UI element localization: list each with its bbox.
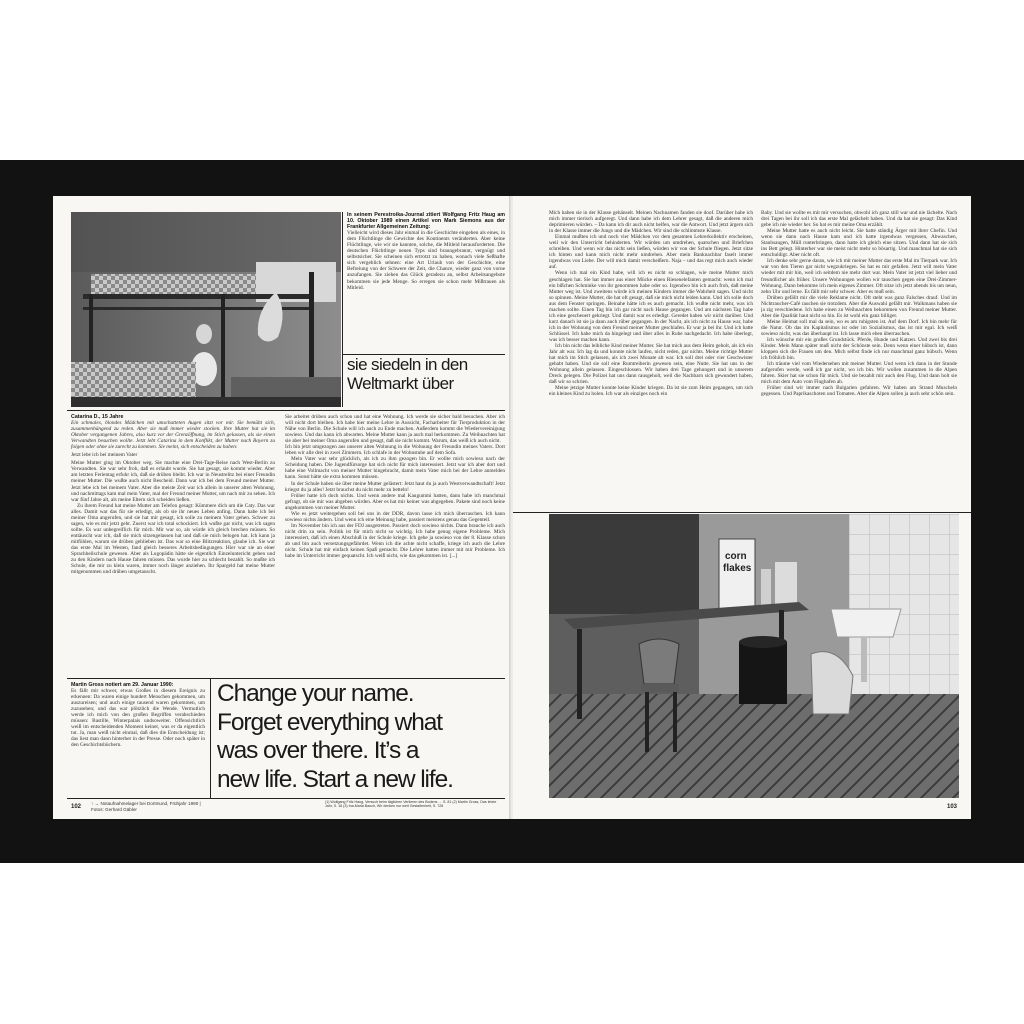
continued-paragraph: Ich träume viel vom Wiedersehen mit meiner Mutter. Und wenn ich dann in der Stunde aufgerufen werde, weiß ich gar nicht, wo ich bin. Wir wollen zusammen in die Alpen fahren. Skier hat sie schon für mich. Und sie bezahlt mir auch den Flug. Und dann holt sie mich mit dem Auto vom Flughafen ab. <box>761 361 957 386</box>
continued-paragraph: Einmal mußten ich und noch vier Mädchen vor dem gesamten Lehrerkollektiv erscheinen, weil wir den Unterricht behinderten. Wir würden um umdrehen, quatschen und Briefchen schreiben. Und wenn wir das nicht sein ließen, würden wir von der Schule fliegen. Jetzt sitze ich hinten und kann mich nicht mehr umdrehen. Aber mein Banknachbar faselt immer irgendwas von Liebe. Der will mich damit verscheißern. Naja – und das regt mich auch wieder auf. <box>549 234 753 271</box>
catarina-paragraph: Ich bin jetzt umgezogen aus unserer alten Wohnung in die Wohnung der Freundin meines Vaters. Dort leben wir alle drei in zwei Zimmern. Ich schlafe in der Wohnstube auf dem Sofa. <box>285 444 505 457</box>
catarina-lead: Jetzt lebe ich bei meinem Vater <box>71 452 138 459</box>
catarina-paragraph: Früher hatte ich doch nichts. Und wenn andere mal Kaugummi hatten, dann habe ich manchmal gefragt, ob sie mir was abgeben würden. Aber es hat mir keiner was abgegeben. Pakete sind noch keine angekommen von meiner Mutter. <box>285 492 505 511</box>
catarina-column-left <box>71 414 275 676</box>
big-headline <box>217 680 507 794</box>
catarina-paragraph: Im November bin ich aus der FDJ ausgetreten. Passiert doch sowieso nichts. Dann brauche ich auch nicht drin zu sein. Politik ist für mich nicht so wichtig. Ich habe genug eigene Probleme. Mich interessiert, daß ich einen Abschluß in der Schule kriege. Ich gehe ja sowieso von der 8. Klasse schon ab und bin auch versetzungsgefährdet. Wenn ich die achte nicht schaffe, kriege ich auch die Lehre nicht. Schule hat mir einfach keinen Spaß gemacht. Die Lehrer hatten immer mit mir Probleme. Ich habe im Unterricht immer gequatscht. Ich weiß nicht, wie das gekommen ist. [...] <box>285 522 505 560</box>
continued-paragraph: Ich bin nicht das leibliche Kind meiner Mutter. Sie hat mich aus dem Heim geholt, als ich ein Jahr alt war. Ich lag da und konnte nicht laufen, nicht reden, gar nichts. Meine richtige Mutter hat mich im Stich gelassen, als ich zwei Monate alt war. Ich soll drei oder vier Geschwister gehabt haben. Und sie soll eine Rumtreiberin gewesen sein, eine Nutte. Sie hat uns in der Wohnung allein gelassen. Eingeschlossen. Wir haben drei Tage gehungert und in unserem Dreck gelegen. Die Polizei hat uns dann rausgeholt, weil die Nachbarn sich gewundert haben, daß wir so schrien. <box>549 343 753 386</box>
continued-paragraph: Meine Mutter hatte es auch nicht leicht. Sie hatte ständig Ärger mit ihrer Chefin. Und wenn sie dann nach Hause kam und ich hatte irgendwas vergessen, Abwaschen, Staubsaugen, Müll runterbringen, dann hatte ich gleich eine sitzen. Und dann hat sie sich ins Bett gelegt. Hinterher war sie meist nicht mehr so bösartig. Und manchmal hat sie sich entschuldigt. Aber nicht oft. <box>761 228 957 259</box>
photo-rule <box>513 512 971 513</box>
photo-caption: ↑ → Notaufnahmelager bei Dortmund, Frühjahr 1990 | Fotos: Gerhard Gäbler <box>91 801 201 812</box>
catarina-paragraph: Sie arbeitet drüben auch schon und hat eine Wohnung. Ich werde sie sicher bald besuchen. Aber ich will nicht dort bleiben. Ich habe hier meine Lehre in Aussicht, Facharbeiter für Tierproduktion in der Nähe von Berlin. Die Schule will ich auch zu Ende machen. Außerdem kommt die Wiedervereinigung sowieso. Und das kann ich abwarten. Meine Mutter kann ja auch mal herkommen. Zu Weihnachten hat sie aber bei meiner Oma angerufen und gesagt, daß sie nicht kommt. Warum, das weiß ich auch nicht. <box>285 414 505 445</box>
martin-divider <box>210 678 211 798</box>
big-headline-line: new life. Start a new life. <box>217 765 453 793</box>
intro-heading: In seinem Perestroika-Journal zitiert Wolfgang Fritz Haug am 10. Oktober 1989 einen Artikel von Mark Siemons aus der Frankfurter Allgemeinen Zeitung: <box>347 212 505 231</box>
continued-paragraph: Drüben gefällt mir die viele Reklame nicht. Oft steht was ganz Falsches drauf. Und im Nichtraucher-Café rauchen sie trotzdem. Aber die Auswahl gefällt mir. Walkmans haben sie ja zig verschiedene. Ich habe einen zu Weihnachten bekommen von Freund meiner Mutter. Aber die Qualität haut nicht so hin. Es ist wohl ein ganz billiger. <box>761 294 957 319</box>
big-headline-line: Forget everything what <box>217 708 443 736</box>
column-divider <box>342 212 343 407</box>
big-headline-line: Change your name. <box>217 680 414 707</box>
page-number-left: 102 <box>71 804 82 810</box>
catarina-column-right <box>285 414 505 676</box>
continued-paragraph: Meine Heimat soll mal da sein, wo es am ruhigsten ist. Auf dem Dorf. Ich bin mehr für die Natur. Ob das im Kapitalismus ist oder im Sozialismus, das ist mir egal. Ich weiß sowieso nicht, was das überhaupt ist. Ich lasse mich eben überraschen. <box>761 318 957 337</box>
catarina-paragraph: Mein Vater war sehr glücklich, als ich zu ihm gezogen bin. Er wollte mich sowieso nach der Scheidung haben. Die Jugendfürsorge hat sich nicht für mich interessiert. Jetzt war ich aber dort und habe eine Vollmacht von meiner Mutter hingebracht, damit mein Vater mich bei der Lehre anmelden kann. Sonst hätte sie extra kommen müssen. <box>285 456 505 481</box>
section-rule-bottom <box>67 678 505 679</box>
continued-paragraph: Baby. Und sie wollte es mit mir versuchen, obwohl ich ganz still war und nie lächelte. Nach drei Tagen bei ihr soll ich das erste Mal gelächelt haben. Und da hat sie gesagt: Das Kind gebe ich nie wieder her. So hat es mir meine Oma erzählt. <box>761 210 957 229</box>
intro-column <box>347 212 505 352</box>
catarina-paragraph: Wie es jetzt weitergehen soll bei uns in der DDR, davon lasse ich mich überraschen. Ich kann sowieso nichts ändern. Und wenn ich eine Meinung habe, passiert meistens genau das Gegenteil. <box>285 510 505 523</box>
continued-column-right <box>761 210 957 508</box>
right-page <box>513 196 971 819</box>
left-page <box>53 196 511 819</box>
continued-column-left <box>549 210 753 508</box>
continued-paragraph: Ich denke sehr gerne daran, wie ich mit meiner Mutter das erste Mal im Tierpark war. Ich war von den Tieren gar nicht wegzukriegen. So hat es mir gefallen. Jetzt will mein Vater wieder mit mir hin, weil ich seitdem nie mehr dort war. Mein Vater ist jetzt viel lieber und freundlicher als früher. Unsere Wohnungen wollen wir tauschen gegen eine Drei-Zimmer-Wohnung. Dann bekomme ich mein eigenes Zimmer. Oft sitze ich jetzt abends bis um neun, zehn Uhr und lerne. Es fällt mir sehr schwer. Aber es muß sein. <box>761 258 957 295</box>
catarina-paragraph: In der Schule haben sie über meine Mutter gelästert: Jetzt haut du ja auch Westverwandtschaft! Jetzt kriegst du ja alles! Jetzt brauchst du nicht mehr zu betteln! <box>285 480 505 493</box>
continued-paragraph: Mich haben sie in der Klasse gehänselt. Meinen Nachnamen fanden sie doof. Darüber habe ich mich immer tierisch aufgeregt. Und dann habe ich dem Lehrer gesagt, daß die anderen mich deprimieren würden. – Da kann ich dir auch nicht helfen, war die Antwort. Und jetzt ärgern sich in der Klasse immer die Jungs und die Mädchen. Wir sind die schlimmste Klasse. <box>549 210 753 235</box>
box-label: flakes <box>723 563 752 574</box>
continued-paragraph: Wenn ich mal ein Kind habe, will ich es nicht so schlagen, wie meine Mutter mich geschlagen hat. Sie hat immer aus einer Mücke einen Riesenelefanten gemacht: wenn ich mal ein bißchen Schminke von ihr genommen habe oder so. Irgendwo bin ich auch froh, daß meine Mutter weg ist. Und zweitens würde ich meinen Kindern immer die Wahrheit sagen. Und nicht so spinnen. Meine Mutter, die hat oft gesagt, daß sie mich nicht leiden kann. Und ich solle doch aus dem Fenster springen. Beinahe hätte ich es auch gemacht. Ich wußte nicht mehr, was ich machen sollte. Einen Tag bin ich gar nicht nach Hause gegangen. Und am nächsten Tag habe ich eine gescheuert gekriegt. Und damit war es erledigt. Geredet haben wir nicht darüber. Und kurz danach ist sie ja dann auch rüber gegangen. In der Nacht, als ich nicht zu Hause war, habe ich in der Wohnung von dem Freund meiner Mutter geschlafen. Er war ja bei ihr. Und ich hatte Schlüssel. Ich habe mich da hingelegt und über alles in Ruhe nachgedacht. Ich habe überlegt, was ich besser machen kann. <box>549 270 753 343</box>
intro-body: Vielleicht wird dieses Jahr einmal in die Geschichte eingehen als eines, in dem Flüchtlinge die Gewichte des Kontinents veränderten. Aber keine Flüchtlinge, wie wir sie kannten, solche, die Mitleid herausforderten. Die deutschen Flüchtlinge neuen Typs sind braungebrannt, vergnügt und selbstsicher. Sie scheinen sich ertrotzt zu haben, wonach viele Seßhafte sich vergeblich sehnen: eine Art Urlaub von der Geschichte, eine Befreiung von der Schwere der Zeit, die Chance, wieder ganz von vorne anzufangen. Sie ziehen das Glück geradezu an, selbst Arbeitsangebote bekommen sie jede Menge. So erregen sie schon mehr Mißtrauen als Mitleid. <box>347 230 505 291</box>
martin-heading: Martin Gross notiert am 29. Januar 1990: <box>71 682 174 688</box>
martin-body: Es fällt mir schwer, etwas Großes in diesem Ereignis zu erkennen: Da waren einige hundert Menschen gekommen, um auszureisen; und auch einige tausend waren gekommen, um zuzusehen; und das war plötzlich die Wende. Vermutlich werde ich mich von den großen Begriffen verabschieden müssen: Bastille, Winterpalais undsoweiter. Offensichtlich weiß im entscheidenden Moment keiner, was er da eigentlich tut. Ja, man weiß nicht einmal, daß dies die Entscheidung ist; das liest man dann hinterher in der Presse. Oder noch später in den Geschichtsbüchern. <box>71 688 205 749</box>
continued-paragraph: Früher sind wir immer nach Bulgarien gefahren. Wir haben am Strand Muscheln gegessen. Und Paprikaschoten und Tomaten. Aber die Alpen sollen ja auch sehr schön sein. <box>761 385 957 398</box>
martin-column <box>71 682 205 794</box>
bunk-bed-photo <box>71 212 341 407</box>
section-rule-top <box>67 410 505 411</box>
catarina-paragraph: Meine Mutter ging im Oktober weg. Sie machte eine Drei-Tage-Reise nach West-Berlin zu Verwandten. Sie war sehr froh, daß es erlaubt wurde. Sie hat gesagt, sie kommt wieder. Aber am letzten Ferientag erfuhr ich, daß sie drüben bleibt. Ich war in Neustrelitz bei einer Freundin meiner Mutter. Die wußte auch nicht Bescheid. Dann war ich bei dem Freund meiner Mutter. Jetzt lebe ich bei meinem Vater. Aber die meiste Zeit war ich allein in unserer alten Wohnung, und nachmittags kam mal mein Vater, mal der Freund meiner Mutter, um nach mir zu sehen. Ich war fünf Jahre alt, als meine Eltern sich scheiden ließen. <box>71 460 275 503</box>
big-headline-line: was over there. It’s a <box>217 737 419 764</box>
box-label: corn <box>725 551 747 562</box>
footnotes: (1) Wolfgang Fritz Haug, Versuch beim täglichen Verlieren des Bodens … S. 81 (2) Martin Gross, Das letzte Jahr, S. 16 (3) Ina-Maria Bauch, Wir denken nur weit Gestaltenheit, S. 728 <box>325 800 497 809</box>
catarina-paragraph: Zu ihrem Freund hat meine Mutter am Telefon gesagt: Kümmere dich um die Caty. Das war alles. Damit war das für sie erledigt, als ob sie ihr neues Leben anfing. Dann habe ich bei meiner Oma angerufen, und sie hat mir gesagt, ich solle zu meinem Vater gehen. Schwer zu sagen, wie es mir jetzt geht. Zuerst war ich total schockiert. Ich wußte gar nicht, was ich sagen sollte. Es war unbegreiflich für mich. Mir war so, als würde ich gleich brechen müssen. So enttäuscht war ich, daß sie mich sitzengelassen hat und daß sie mich belogen hat. Ich kann ja mitfühlen, warum sie drüben geblieben ist. Das war so eine Blitzreaktion, glaube ich. Sie war das erste Mal im Westen, fand gleich besseres Arbeitsbedingungen. Hier war sie an einer Sprachheilschule gewesen. Aber als Logopädin hätte sie eigentlich Einzeluntericht geben und zu den Kindern nach Hause fahren müssen. Das wurde hier zu schlecht bezahlt. So mußte ich Schule, die mir zu klein waren, immer noch länger anziehen. Ihr Spargeld hat meine Mutter mitgenommen und drüben umgetauscht. <box>71 502 275 576</box>
page-number-right: 103 <box>947 804 958 810</box>
catarina-intro: Ein schmales, blondes Mädchen mit umschatteten Augen sitzt vor mir. Sie bemüht sich, zusammenhängend zu reden. Aber sie muß immer wieder stocken. Ihre Mutter hat sie im Oktober vergangenen Jahres, also kurz vor der Grenzöffnung, im Stich gelassen, als sie einen Verwandten besuchen wollte. Jetzt lebt Catarina in dem Konflikt, der Mutter nach Bayern zu folgen oder ohne sie zurecht zu kommen. Sie meint, sich entscheiden zu haben: <box>71 420 275 451</box>
footer-rule <box>67 798 505 799</box>
continued-paragraph: Ich wünsche mir ein großes Grundstück. Pferde, Hunde und Katzen. Und zwei bis drei Kinder. Mein Mann später muß nicht der Schönste sein. Denn wenn einer hübsch ist, dann kloppen sich die Frauen um den. Mich selbst finde ich nur manchmal ganz hübsch. Wenn ich fröhlich bin. <box>761 336 957 362</box>
classroom-photo <box>549 514 959 798</box>
continued-paragraph: Meine jetzige Mutter konnte keine Kinder kriegen. Da ist sie zum Heim gegangen, um sich ein kleines Kind zu holen. Ich war als einziges noch ein <box>549 385 753 398</box>
catarina-name: Catarina D., 15 Jahre <box>71 414 124 420</box>
small-headline: sie siedeln in den Weltmarkt über <box>347 355 468 393</box>
